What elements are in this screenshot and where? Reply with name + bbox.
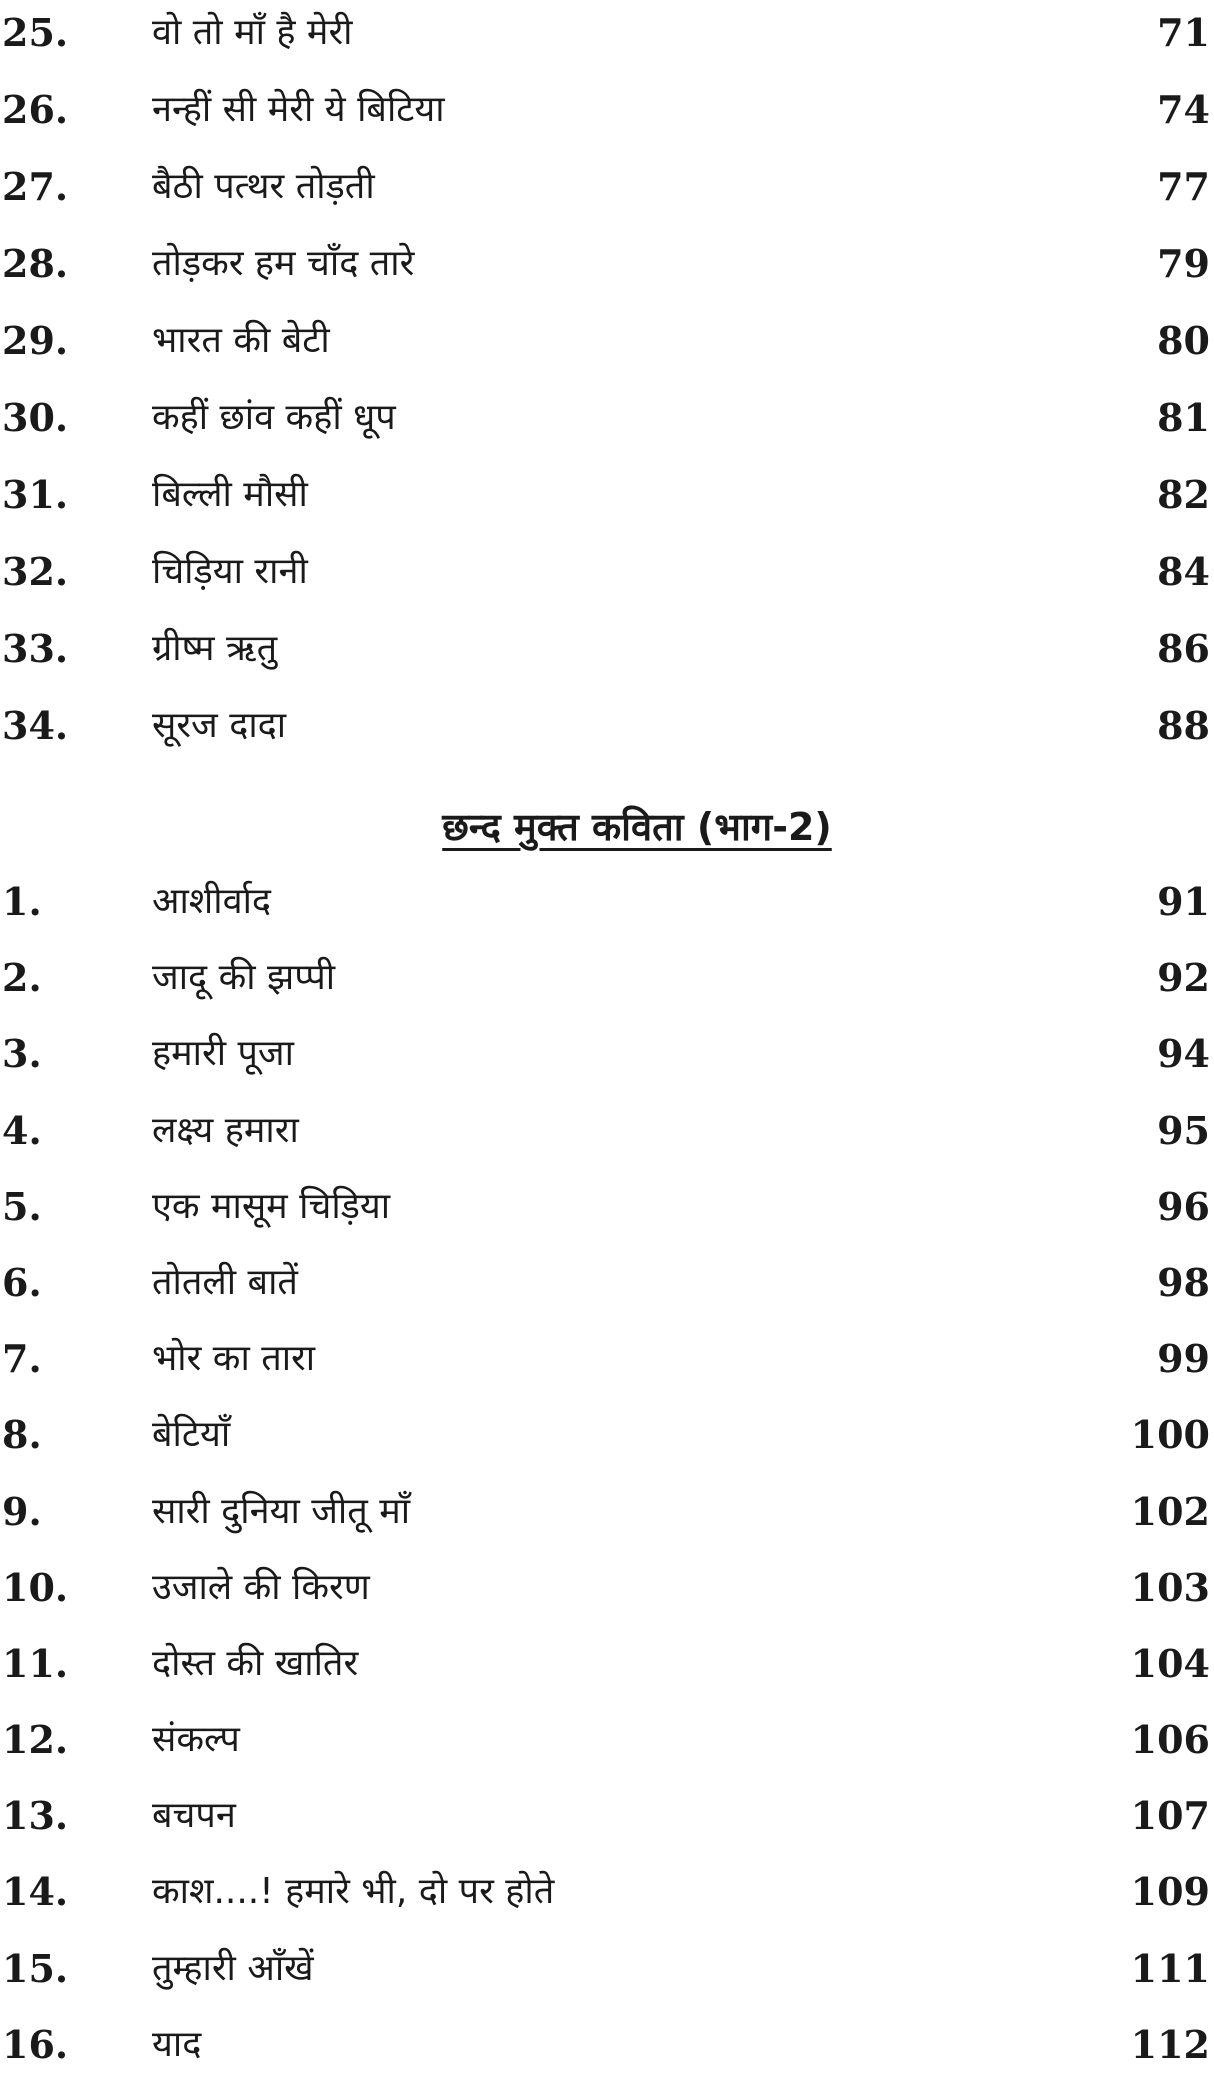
entry-page-number: 77 <box>1157 164 1210 209</box>
entry-number: 25. <box>2 10 69 55</box>
entry-title: काश....! हमारे भी, दो पर होते <box>152 1871 555 1913</box>
entry-page-number: 99 <box>1157 1336 1210 1382</box>
entry-number: 31. <box>2 472 69 517</box>
entry-page-number: 98 <box>1157 1259 1210 1305</box>
entry-title: उजाले की किरण <box>152 1566 370 1608</box>
toc-entry <box>0 1550 1214 1626</box>
entry-page-number: 88 <box>1157 703 1210 748</box>
entry-number: 27. <box>2 164 69 209</box>
entry-number: 15. <box>2 1945 69 1991</box>
entry-title: तोड़कर हम चाँद तारे <box>152 243 415 284</box>
entry-number: 10. <box>2 1564 69 1610</box>
entry-page-number: 79 <box>1157 241 1210 286</box>
entry-page-number: 71 <box>1157 10 1210 55</box>
entry-number: 28. <box>2 241 69 286</box>
entry-page-number: 80 <box>1157 318 1210 363</box>
toc-entry <box>0 940 1214 1016</box>
entry-page-number: 84 <box>1157 549 1210 594</box>
toc-entry <box>0 1778 1214 1854</box>
toc-entry <box>0 148 1214 225</box>
entry-number: 3. <box>2 1031 42 1077</box>
entry-title: भारत की बेटी <box>152 320 330 361</box>
toc-entry <box>0 864 1214 940</box>
entry-page-number: 109 <box>1130 1869 1210 1915</box>
toc-entry <box>0 1702 1214 1778</box>
entry-page-number: 92 <box>1157 955 1210 1001</box>
toc-entry <box>0 1093 1214 1169</box>
entry-page-number: 100 <box>1130 1412 1210 1458</box>
toc-entry <box>0 302 1214 379</box>
entry-number: 13. <box>2 1793 69 1839</box>
entry-title: बचपन <box>152 1795 236 1837</box>
entry-page-number: 82 <box>1157 472 1210 517</box>
toc-entry <box>0 379 1214 456</box>
toc-entry <box>0 687 1214 764</box>
entry-title: एक मासूम चिड़िया <box>152 1185 391 1227</box>
entry-title: भोर का तारा <box>152 1338 316 1380</box>
entry-title: तोतली बातें <box>152 1261 298 1303</box>
entry-number: 26. <box>2 87 69 132</box>
entry-number: 32. <box>2 549 69 594</box>
entry-number: 34. <box>2 703 69 748</box>
entry-number: 7. <box>2 1336 42 1382</box>
entry-title: आशीर्वाद <box>152 881 272 922</box>
toc-entry <box>0 533 1214 610</box>
toc-entry <box>0 1397 1214 1473</box>
toc-entry <box>0 1474 1214 1550</box>
entry-number: 16. <box>2 2021 69 2067</box>
entry-title: चिड़िया रानी <box>152 551 308 592</box>
entry-page-number: 94 <box>1157 1031 1210 1077</box>
toc-entry <box>0 456 1214 533</box>
toc-entry <box>0 1321 1214 1397</box>
entry-title: सारी दुनिया जीतू माँ <box>152 1490 411 1532</box>
toc-entry <box>0 2007 1214 2083</box>
entry-title: बैठी पत्थर तोड़ती <box>152 166 375 207</box>
entry-number: 29. <box>2 318 69 363</box>
section-heading-text: छन्द मुक्त कविता (भाग-2) <box>442 805 832 849</box>
entry-page-number: 96 <box>1157 1183 1210 1229</box>
toc-entry <box>0 1854 1214 1930</box>
toc-entry <box>0 1169 1214 1245</box>
entry-title: याद <box>152 2023 202 2065</box>
entry-title: संकल्प <box>152 1719 240 1761</box>
entry-page-number: 112 <box>1130 2021 1210 2067</box>
entry-title: वो तो माँ है मेरी <box>152 12 353 53</box>
entry-title: हमारी पूजा <box>152 1033 294 1075</box>
toc-entry <box>0 225 1214 302</box>
entry-page-number: 104 <box>1130 1640 1210 1686</box>
toc-entry <box>0 1931 1214 2007</box>
entry-number: 5. <box>2 1183 42 1229</box>
section-heading <box>0 800 1214 852</box>
entry-page-number: 91 <box>1157 879 1210 924</box>
entry-page-number: 86 <box>1157 626 1210 671</box>
toc-entry <box>0 0 1214 71</box>
entry-page-number: 103 <box>1130 1564 1210 1610</box>
entry-page-number: 107 <box>1130 1793 1210 1839</box>
entry-page-number: 74 <box>1157 87 1210 132</box>
entry-number: 9. <box>2 1488 42 1534</box>
entry-title: बेटियाँ <box>152 1414 231 1456</box>
entry-number: 30. <box>2 395 69 440</box>
entry-title: ग्रीष्म ऋतु <box>152 628 278 669</box>
entry-page-number: 106 <box>1130 1717 1210 1763</box>
contents-list-part-2 <box>0 864 1214 2083</box>
entry-page-number: 95 <box>1157 1107 1210 1153</box>
entry-number: 6. <box>2 1259 42 1305</box>
entry-number: 12. <box>2 1717 69 1763</box>
entry-number: 8. <box>2 1412 42 1458</box>
entry-title: तुम्हारी आँखें <box>152 1947 314 1989</box>
entry-page-number: 81 <box>1157 395 1210 440</box>
entry-title: जादू की झप्पी <box>152 957 336 999</box>
entry-number: 33. <box>2 626 69 671</box>
entry-title: नन्हीं सी मेरी ये बिटिया <box>152 89 445 130</box>
entry-number: 4. <box>2 1107 42 1153</box>
toc-entry <box>0 1016 1214 1092</box>
entry-title: दोस्त की खातिर <box>152 1642 359 1684</box>
entry-number: 2. <box>2 955 42 1001</box>
toc-entry <box>0 1626 1214 1702</box>
entry-title: सूरज दादा <box>152 705 287 746</box>
entry-title: बिल्ली मौसी <box>152 474 308 515</box>
toc-entry <box>0 610 1214 687</box>
toc-entry <box>0 71 1214 148</box>
entry-page-number: 102 <box>1130 1488 1210 1534</box>
entry-number: 11. <box>2 1640 69 1686</box>
toc-entry <box>0 1245 1214 1321</box>
entry-number: 14. <box>2 1869 69 1915</box>
entry-page-number: 111 <box>1130 1945 1210 1991</box>
entry-title: लक्ष्य हमारा <box>152 1109 299 1151</box>
contents-list-part-1 <box>0 0 1214 764</box>
entry-title: कहीं छांव कहीं धूप <box>152 397 396 438</box>
entry-number: 1. <box>2 879 42 924</box>
